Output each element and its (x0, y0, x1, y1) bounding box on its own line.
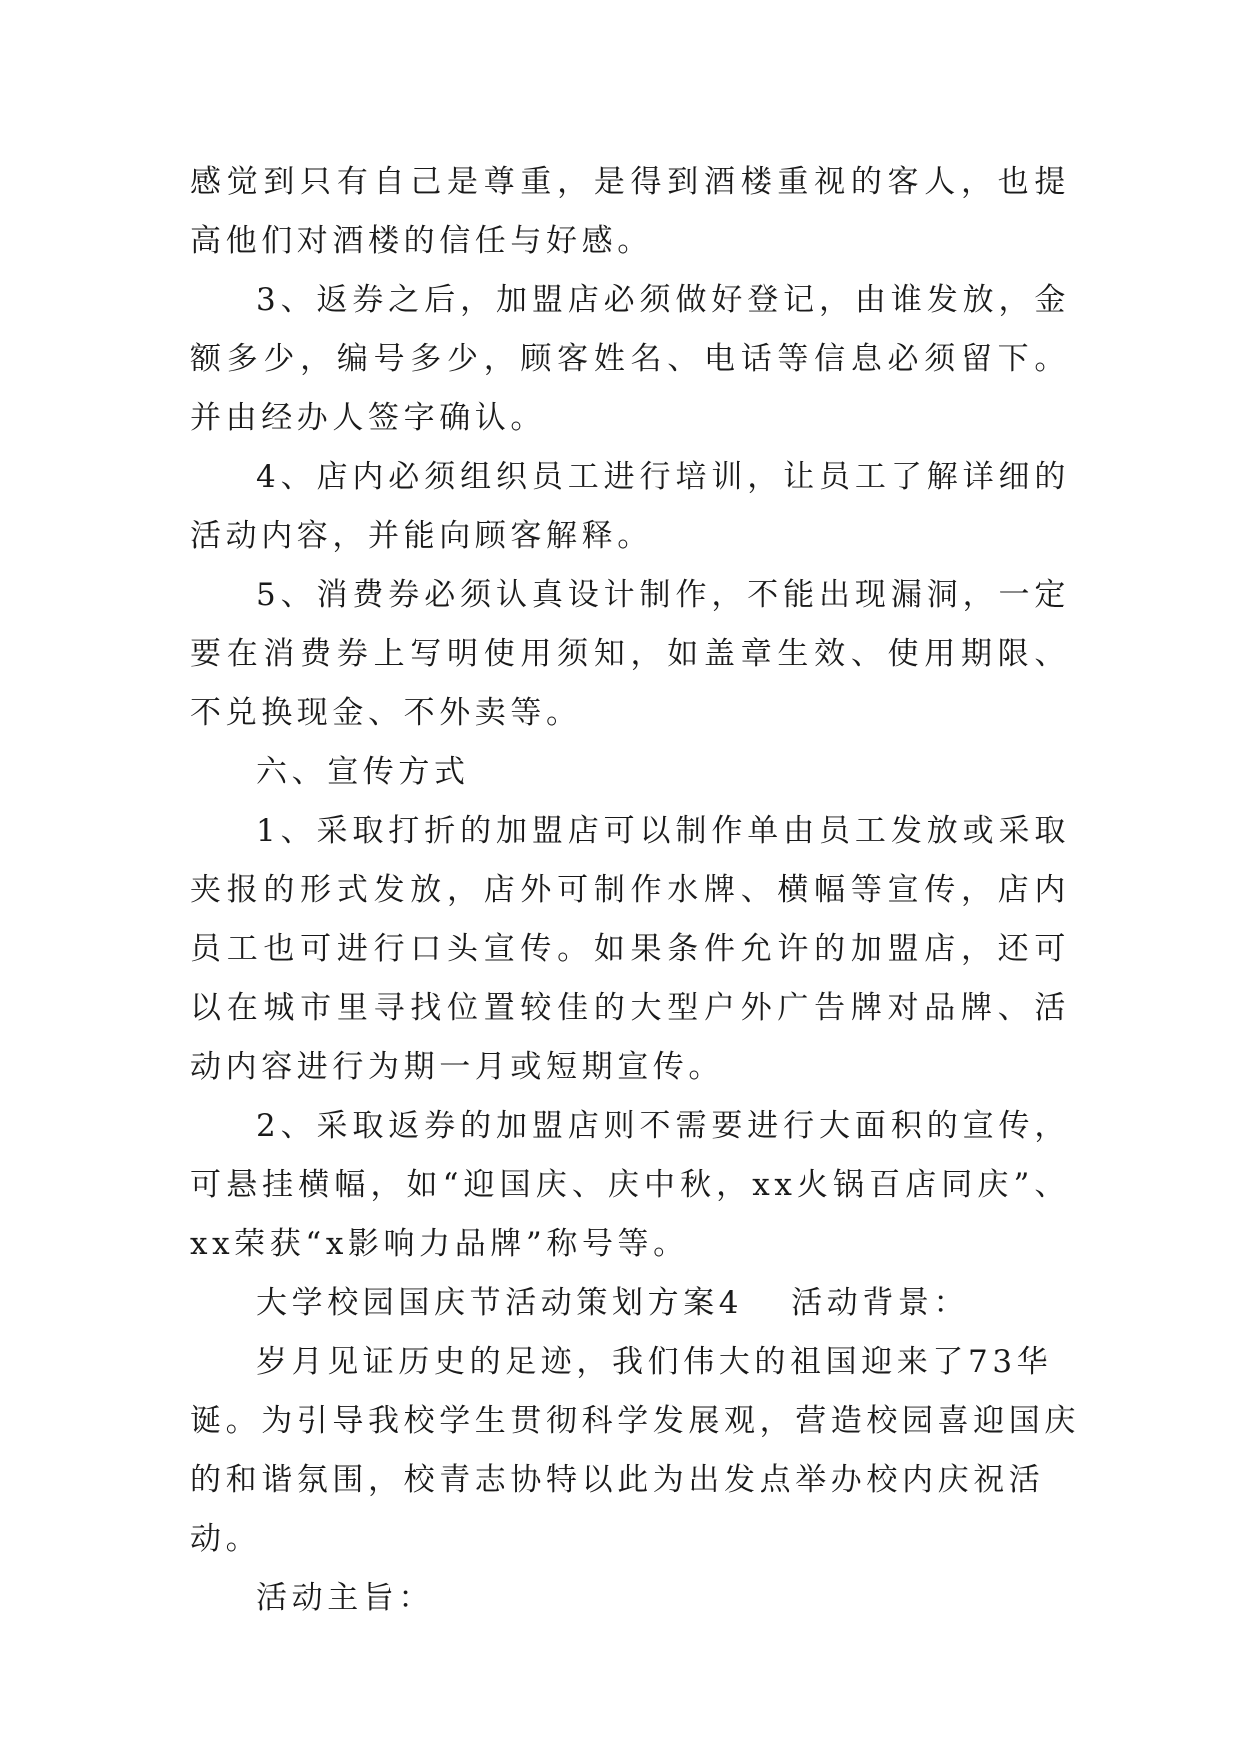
section-title-line (190, 1274, 1070, 1333)
section-label-background: 活动背景： (791, 1285, 970, 1321)
paragraph-item-4: 4、店内必须组织员工进行培训，让员工了解详细的活动内容，并能向顾客解释。 (190, 459, 1070, 554)
section-title: 大学校园国庆节活动策划方案4 (256, 1285, 744, 1321)
paragraph-publicity-2: 2、采取返券的加盟店则不需要进行大面积的宣传，可悬挂横幅，如“迎国庆、庆中秋，xx火锅百店同庆”、xx荣获“x影响力品牌”称号等。 (190, 1108, 1070, 1262)
document-body (190, 153, 1080, 1628)
paragraph-background: 岁月见证历史的足迹，我们伟大的祖国迎来了73华诞。为引导我校学生贯彻科学发展观，营造校园喜迎国庆的和谐氛围，校青志协特以此为出发点举办校内庆祝活动。 (190, 1344, 1080, 1557)
section-heading-publicity: 六、宣传方式 (256, 754, 470, 790)
paragraph-item-5: 5、消费券必须认真设计制作，不能出现漏洞，一定要在消费券上写明使用须知，如盖章生效、使用期限、不兑换现金、不外卖等。 (190, 577, 1070, 731)
paragraph-item-3: 3、返券之后，加盟店必须做好登记，由谁发放，金额多少，编号多少，顾客姓名、电话等信息必须留下。并由经办人签字确认。 (190, 282, 1070, 436)
section-label-purpose: 活动主旨： (256, 1580, 434, 1616)
paragraph-publicity-1: 1、采取打折的加盟店可以制作单由员工发放或采取夹报的形式发放，店外可制作水牌、横幅等宣传，店内员工也可进行口头宣传。如果条件允许的加盟店，还可以在城市里寻找位置较佳的大型户外广告牌对品牌、活动内容进行为期一月或短期宣传。 (190, 813, 1070, 1085)
paragraph-continuation: 感觉到只有自己是尊重，是得到酒楼重视的客人，也提高他们对酒楼的信任与好感。 (190, 164, 1070, 259)
